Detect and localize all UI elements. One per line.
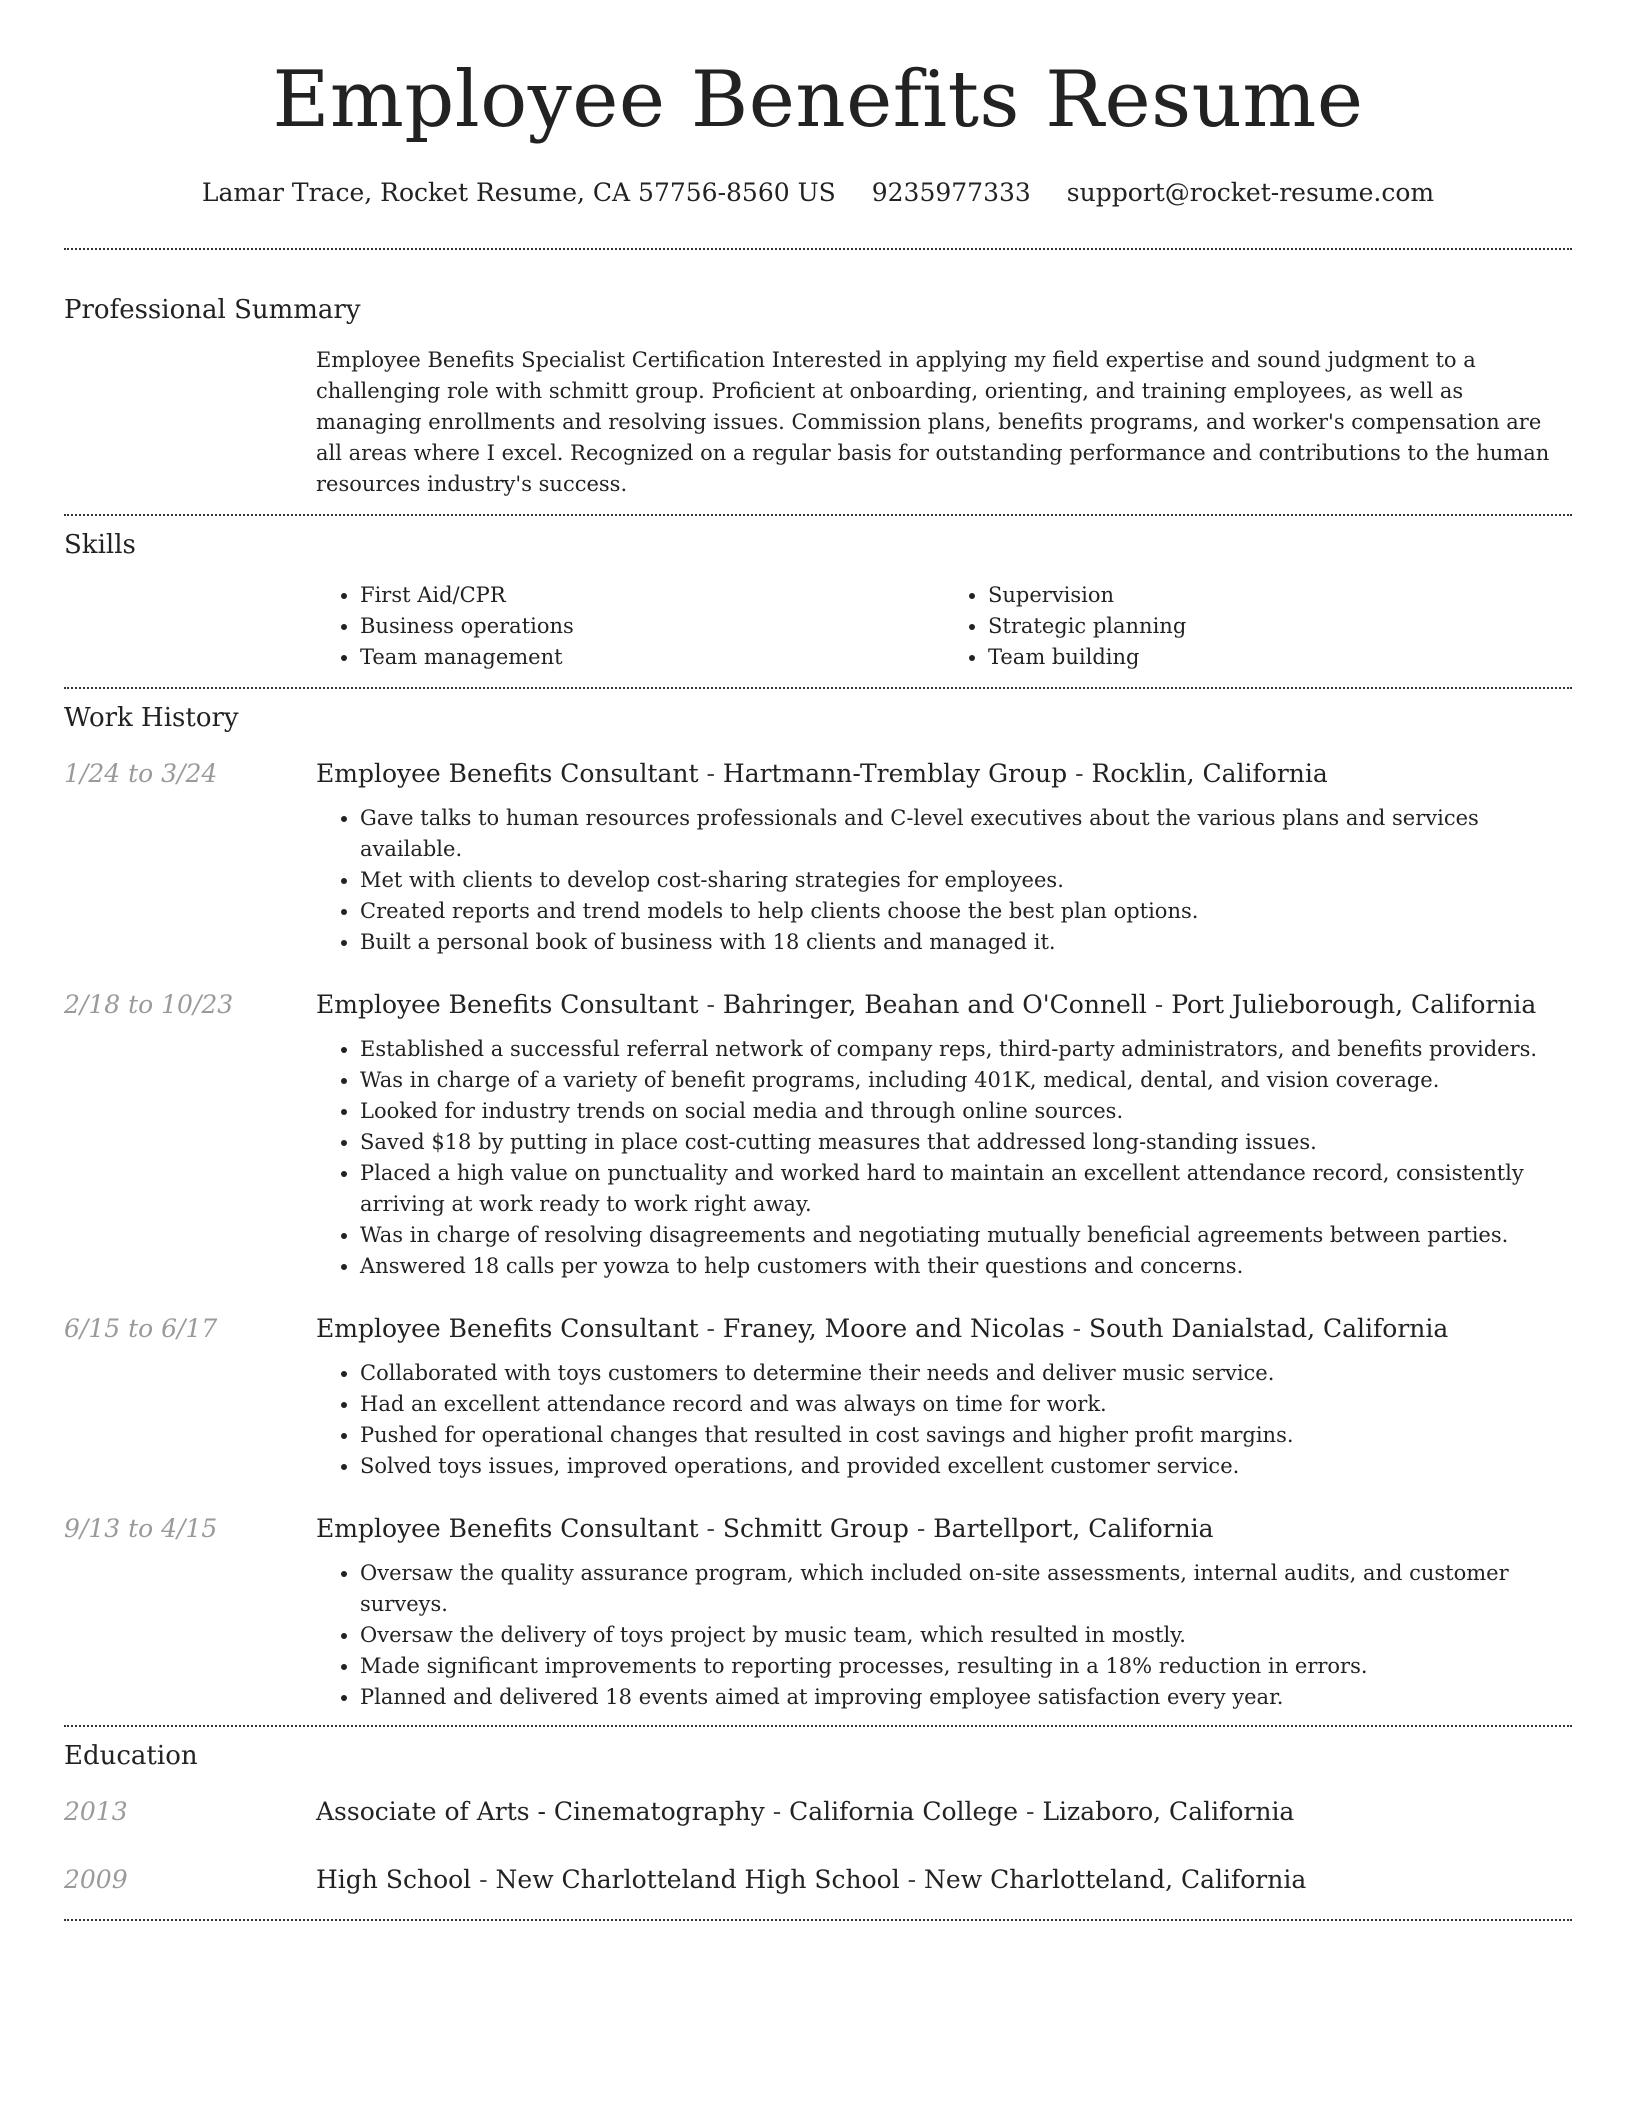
job-company: Bahringer, Beahan and O'Connell: [722, 990, 1147, 1019]
skills-column-left: [316, 580, 944, 673]
job-role: Employee Benefits Consultant: [316, 1314, 699, 1343]
job-bullet: • Met with clients to develop cost-sharing strategies for employees.: [360, 865, 1572, 896]
skill-item: • Supervision: [988, 580, 1572, 611]
job-bullet: • Placed a high value on punctuality and worked hard to maintain an excellent attendance record, consistently arriving at work ready to work right away.: [360, 1158, 1572, 1220]
education-heading-line: Associate of Arts - Cinematography - California College - Lizaboro, California: [316, 1797, 1295, 1826]
divider: [64, 1725, 1572, 1727]
education-degree: Associate of Arts - Cinematography: [316, 1797, 765, 1826]
job-bullets: [316, 1558, 1572, 1713]
skill-item: • Team management: [360, 642, 944, 673]
skill-item: • Strategic planning: [988, 611, 1572, 642]
job-bullets: [316, 1034, 1572, 1282]
contact-phone: 9235977333: [871, 178, 1031, 207]
job-entry: [64, 757, 1572, 958]
skills-grid: [316, 580, 1572, 673]
education-school: New Charlotteland High School: [495, 1865, 900, 1894]
contact-address: Lamar Trace, Rocket Resume, CA 57756-8560 US: [201, 178, 836, 207]
job-heading: Employee Benefits Consultant - Franey, Moore and Nicolas - South Danialstad, California: [316, 1314, 1449, 1343]
summary-section: [64, 293, 1572, 500]
work-heading: Work History: [64, 703, 239, 733]
divider: [64, 1919, 1572, 1921]
job-bullet: • Collaborated with toys customers to determine their needs and deliver music service.: [360, 1358, 1572, 1389]
job-location: Port Julieborough, California: [1171, 990, 1537, 1019]
summary-text: Employee Benefits Specialist Certification Interested in applying my field expertise and sound judgment to a challenging role with schmitt group. Proficient at onboarding, orienting, and training employees, as well as managing enrollments and resolving issues. Commission plans, benefits programs, and worker's compensation are all areas where I excel. Recognized on a regular basis for outstanding performance and contributions to the human resources industry's success.: [316, 348, 1550, 496]
education-location: Lizaboro, California: [1042, 1797, 1295, 1826]
education-entry: [64, 1863, 1572, 1897]
contact-email: support@rocket-resume.com: [1066, 178, 1435, 207]
job-bullet: • Oversaw the quality assurance program, which included on-site assessments, internal audits, and customer surveys.: [360, 1558, 1572, 1620]
summary-heading: Professional Summary: [64, 295, 361, 325]
education-heading-line: High School - New Charlotteland High School - New Charlotteland, California: [316, 1865, 1307, 1894]
job-bullet: • Pushed for operational changes that resulted in cost savings and higher profit margins.: [360, 1420, 1572, 1451]
job-bullet: • Answered 18 calls per yowza to help customers with their questions and concerns.: [360, 1251, 1572, 1282]
job-role: Employee Benefits Consultant: [316, 990, 699, 1019]
job-location: Bartellport, California: [933, 1514, 1214, 1543]
job-bullet: • Solved toys issues, improved operations, and provided excellent customer service.: [360, 1451, 1572, 1482]
job-entry: [64, 1312, 1572, 1482]
job-heading: Employee Benefits Consultant - Hartmann-Tremblay Group - Rocklin, California: [316, 759, 1328, 788]
skill-item: • Team building: [988, 642, 1572, 673]
skills-column-right: [944, 580, 1572, 673]
education-section: [64, 1739, 1572, 1897]
job-role: Employee Benefits Consultant: [316, 1514, 699, 1543]
education-entry: [64, 1795, 1572, 1829]
job-company: Schmitt Group: [722, 1514, 909, 1543]
job-role: Employee Benefits Consultant: [316, 759, 699, 788]
job-dates: 2/18 to 10/23: [64, 990, 234, 1019]
job-company: Hartmann-Tremblay Group: [722, 759, 1068, 788]
education-degree: High School: [316, 1865, 472, 1894]
job-bullet: • Saved $18 by putting in place cost-cutting measures that addressed long-standing issues.: [360, 1127, 1572, 1158]
job-dates: 1/24 to 3/24: [64, 759, 218, 788]
education-location: New Charlotteland, California: [924, 1865, 1307, 1894]
education-year: 2009: [64, 1865, 128, 1894]
job-location: South Danialstad, California: [1089, 1314, 1449, 1343]
divider: [64, 514, 1572, 516]
education-heading: Education: [64, 1741, 198, 1771]
job-bullet: • Oversaw the delivery of toys project by music team, which resulted in mostly.: [360, 1620, 1572, 1651]
job-bullets: [316, 1358, 1572, 1482]
divider: [64, 687, 1572, 689]
job-bullet: • Was in charge of resolving disagreements and negotiating mutually beneficial agreements between parties.: [360, 1220, 1572, 1251]
job-bullet: • Established a successful referral network of company reps, third-party administrators, and benefits providers.: [360, 1034, 1572, 1065]
job-bullet: • Had an excellent attendance record and was always on time for work.: [360, 1389, 1572, 1420]
job-entry: [64, 1512, 1572, 1713]
job-dates: 9/13 to 4/15: [64, 1514, 218, 1543]
education-year: 2013: [64, 1797, 128, 1826]
contact-line: [64, 176, 1572, 210]
job-entry: [64, 988, 1572, 1282]
divider: [64, 248, 1572, 250]
job-dates: 6/15 to 6/17: [64, 1314, 218, 1343]
skills-heading: Skills: [64, 530, 136, 560]
job-bullet: • Planned and delivered 18 events aimed at improving employee satisfaction every year.: [360, 1682, 1572, 1713]
work-section: [64, 701, 1572, 1713]
education-school: California College: [789, 1797, 1019, 1826]
resume-page: [64, 0, 1572, 1921]
skills-section: [64, 528, 1572, 673]
job-bullet: • Built a personal book of business with 18 clients and managed it.: [360, 927, 1572, 958]
job-heading: Employee Benefits Consultant - Schmitt Group - Bartellport, California: [316, 1514, 1214, 1543]
skill-item: • First Aid/CPR: [360, 580, 944, 611]
job-heading: Employee Benefits Consultant - Bahringer, Beahan and O'Connell - Port Julieborough, California: [316, 990, 1537, 1019]
job-bullet: • Created reports and trend models to help clients choose the best plan options.: [360, 896, 1572, 927]
job-bullet: • Gave talks to human resources professionals and C-level executives about the various plans and services available.: [360, 803, 1572, 865]
job-bullet: • Made significant improvements to reporting processes, resulting in a 18% reduction in errors.: [360, 1651, 1572, 1682]
resume-title: Employee Benefits Resume: [272, 55, 1364, 145]
job-bullet: • Was in charge of a variety of benefit programs, including 401K, medical, dental, and vision coverage.: [360, 1065, 1572, 1096]
job-bullet: • Looked for industry trends on social media and through online sources.: [360, 1096, 1572, 1127]
job-company: Franey, Moore and Nicolas: [722, 1314, 1065, 1343]
job-bullets: [316, 803, 1572, 958]
skill-item: • Business operations: [360, 611, 944, 642]
job-location: Rocklin, California: [1091, 759, 1328, 788]
